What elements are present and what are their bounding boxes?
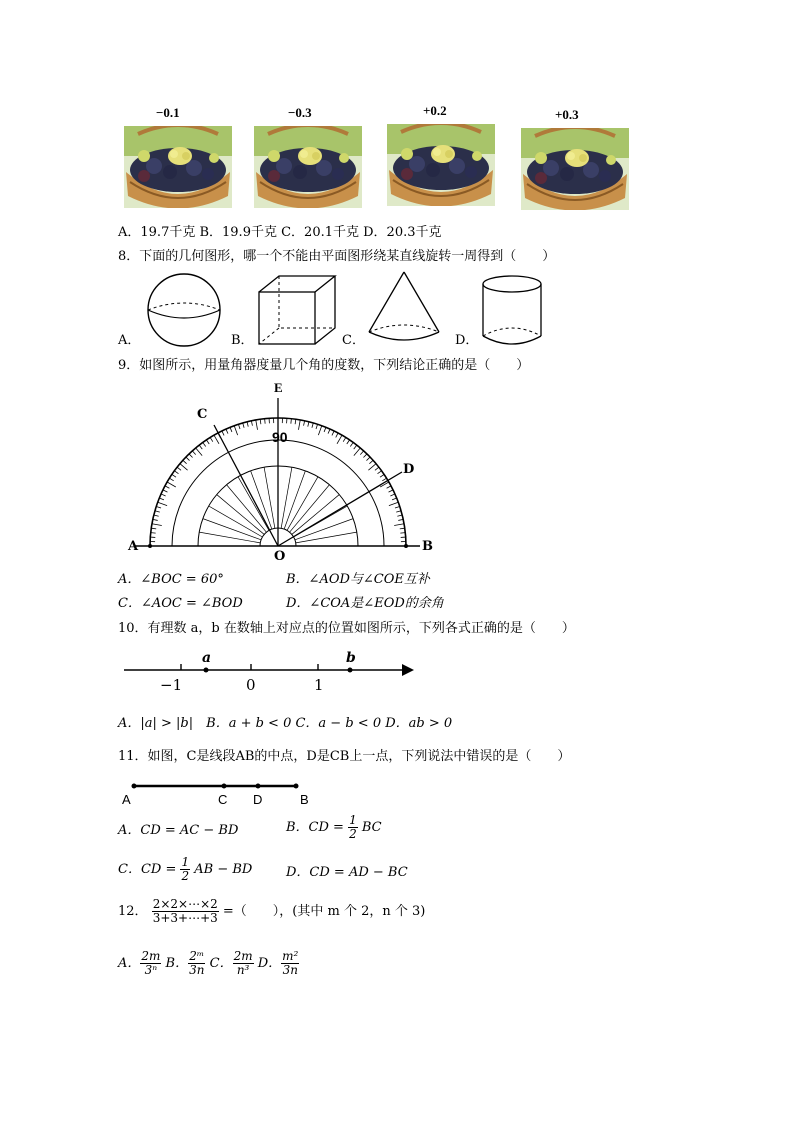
protractor-tick [318, 426, 321, 435]
number-line [120, 648, 420, 694]
label-E: E [274, 380, 283, 395]
q8-option-c: C． [342, 333, 365, 348]
protractor-tick [337, 435, 342, 444]
protractor-figure [120, 378, 440, 568]
q9-option-a: A．∠BOC = 60° [118, 572, 224, 587]
grape-basket-image [387, 124, 495, 206]
point-a [204, 668, 209, 673]
q11-option-c: C．CD = $\frac{1}{2}$ AB − BD [118, 855, 253, 883]
protractor-radial [296, 532, 357, 543]
q9-option-b: B．∠AOD与∠COE互补 [286, 572, 430, 587]
q12-question: 12． $\frac{2\times 2\times\cdots\times 2}{3+3+\cdots+3}$ =（ ），(其中 m 个 2，n 个 3) [118, 897, 426, 925]
protractor-tick [180, 464, 188, 470]
cone-icon [366, 270, 442, 348]
protractor-tick [389, 502, 398, 505]
cylinder-icon [480, 274, 544, 348]
tick-neg1: −1 [160, 676, 183, 694]
label-O: O [274, 549, 286, 564]
q11-option-d: D．CD = AD − BC [286, 865, 408, 880]
basket-label-2: −0.3 [288, 105, 312, 120]
cube-icon [256, 274, 338, 346]
protractor-radial [295, 519, 353, 540]
grape-basket-image [124, 126, 232, 208]
label-A: A [128, 539, 139, 554]
q11-option-a: A．CD = AC − BD [118, 823, 239, 838]
q10-question: 10．有理数 a，b 在数轴上对应点的位置如图所示，下列各式正确的是（ ） [118, 621, 575, 636]
protractor-radial [203, 519, 261, 540]
label-D: D [403, 462, 415, 477]
q10-options: A．|a| > |b| B．a + b < 0 C．a − b < 0 D．ab > 0 [118, 716, 453, 731]
point-D: D [253, 792, 263, 806]
q12-options: A． $\frac{2m}{\text{3ⁿ}}$ B． $\frac{\text{2ᵐ}}{3n}$ C． $\frac{2m}{\text{n³}}$ D． $\frac{\text{m²}}{3n}$ [118, 949, 299, 977]
protractor-tick [354, 448, 360, 456]
q8-option-a: A． [118, 333, 141, 348]
tick-1: 1 [314, 676, 324, 694]
basket-label-4: +0.3 [555, 107, 579, 122]
q11-question: 11．如图，C是线段AB的中点，D是CB上一点，下列说法中错误的是（ ） [118, 749, 571, 764]
q8-question: 8．下面的几何图形，哪一个不能由平面图形绕某直线旋转一周得到（ ） [118, 249, 556, 264]
protractor-radial [284, 471, 305, 529]
q9-option-c: C．∠AOC = ∠BOD [118, 596, 243, 611]
protractor-radial [199, 532, 260, 543]
point-C: C [218, 792, 228, 806]
protractor-tick [298, 420, 300, 430]
label-a: a [202, 650, 212, 666]
q8-option-d: D． [455, 333, 479, 348]
q11-option-b: B．CD = $\frac{1}{2}$ BC [286, 813, 382, 841]
protractor-tick [158, 502, 167, 505]
point-B: B [300, 792, 309, 806]
grape-basket-image [521, 128, 629, 210]
protractor-radial [281, 467, 292, 528]
label-B: B [422, 539, 433, 554]
protractor-tick [368, 464, 376, 470]
protractor-tick [152, 524, 162, 526]
protractor-90-label: 90 [272, 429, 288, 445]
protractor-radial [264, 467, 275, 528]
protractor-tick [234, 426, 237, 435]
protractor-tick [214, 435, 219, 444]
segment-figure [118, 776, 318, 806]
basket-label-1: −0.1 [156, 105, 180, 120]
label-C: C [197, 407, 208, 422]
grape-basket-image [254, 126, 362, 208]
protractor-tick [196, 448, 202, 456]
q8-option-b: B． [231, 333, 254, 348]
protractor-tick [394, 524, 404, 526]
sphere-icon [142, 272, 226, 350]
q9-option-d: D．∠COA是∠EOD的余角 [286, 596, 444, 611]
basket-label-3: +0.2 [423, 103, 447, 118]
point-A: A [122, 792, 131, 806]
q9-question: 9．如图所示，用量角器度量几个角的度数，下列结论正确的是（ ） [118, 358, 530, 373]
point-b [348, 668, 353, 673]
protractor-tick [167, 482, 176, 487]
q7-options: A．19.7千克 B．19.9千克 C．20.1千克 D．20.3千克 [118, 225, 442, 240]
tick-0: 0 [246, 676, 256, 694]
protractor-tick [256, 420, 258, 430]
label-b: b [346, 650, 356, 666]
